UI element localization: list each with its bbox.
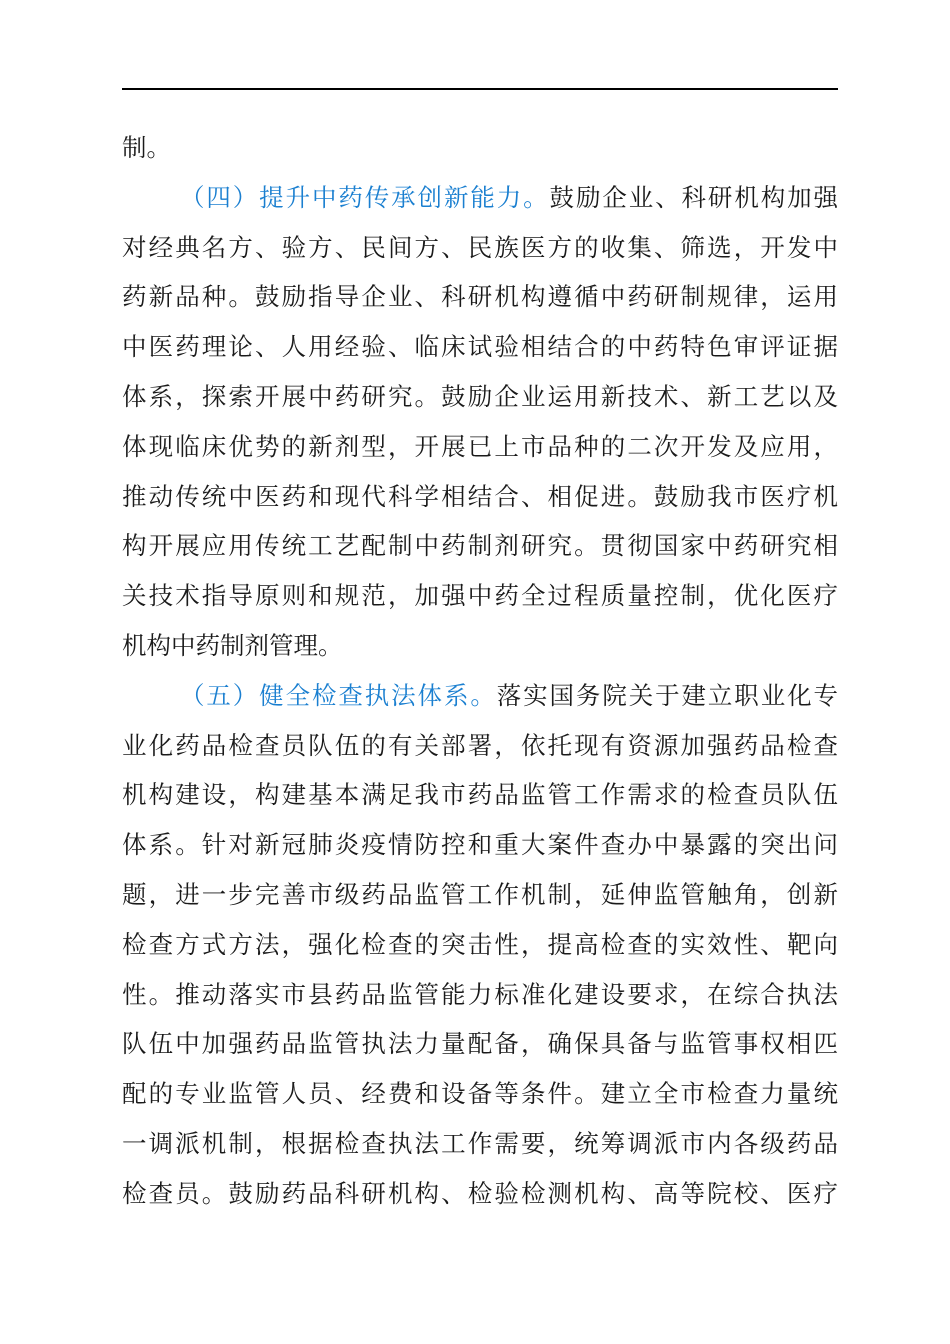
body-text: 落实国务院关于建立职业化专 bbox=[496, 680, 838, 710]
paragraph-4-first-line bbox=[122, 173, 838, 223]
paragraph-line: 检查方式方法，强化检查的突击性，提高检查的实效性、靶向 bbox=[122, 929, 838, 959]
paragraph-line: 对经典名方、验方、民间方、民族医方的收集、筛选，开发中 bbox=[122, 232, 838, 262]
paragraph-line: 构开展应用传统工艺配制中药制剂研究。贯彻国家中药研究相 bbox=[122, 531, 838, 561]
paragraph-line: 机构建设，构建基本满足我市药品监管工作需求的检查员队伍 bbox=[122, 780, 838, 810]
paragraph-line: 题，进一步完善市级药品监管工作机制，延伸监管触角，创新 bbox=[122, 879, 838, 909]
document-body bbox=[122, 123, 838, 1219]
paragraph-line: 体系，探索开展中药研究。鼓励企业运用新技术、新工艺以及 bbox=[122, 381, 838, 411]
body-text: 鼓励企业、科研机构加强 bbox=[549, 182, 838, 212]
paragraph-line: 体现临床优势的新剂型，开展已上市品种的二次开发及应用， bbox=[122, 431, 838, 461]
paragraph-5-first-line bbox=[122, 671, 838, 721]
paragraph-line: 推动传统中医药和现代科学相结合、相促进。鼓励我市医疗机 bbox=[122, 481, 838, 511]
header-rule bbox=[122, 88, 838, 90]
paragraph-line: 配的专业监管人员、经费和设备等条件。建立全市检查力量统 bbox=[122, 1079, 838, 1109]
paragraph-line: 检查员。鼓励药品科研机构、检验检测机构、高等院校、医疗 bbox=[122, 1178, 838, 1208]
paragraph-line: 关技术指导原则和规范，加强中药全过程质量控制，优化医疗 bbox=[122, 581, 838, 611]
paragraph-line: 体系。针对新冠肺炎疫情防控和重大案件查办中暴露的突出问 bbox=[122, 830, 838, 860]
paragraph-line: 性。推动落实市县药品监管能力标准化建设要求，在综合执法 bbox=[122, 979, 838, 1009]
paragraph-line: 队伍中加强药品监管执法力量配备，确保具备与监管事权相匹 bbox=[122, 1029, 838, 1059]
paragraph-line: 中医药理论、人用经验、临床试验相结合的中药特色审评证据 bbox=[122, 332, 838, 362]
paragraph-last-line: 机构中药制剂管理。 bbox=[122, 630, 343, 660]
section-heading-4: （四）提升中药传承创新能力。 bbox=[180, 182, 550, 212]
paragraph-line: 药新品种。鼓励指导企业、科研机构遵循中药研制规律，运用 bbox=[122, 282, 838, 312]
body-text: 制。 bbox=[122, 133, 171, 162]
paragraph-line: 业化药品检查员队伍的有关部署，依托现有资源加强药品检查 bbox=[122, 730, 838, 760]
paragraph-line: 一调派机制，根据检查执法工作需要，统筹调派市内各级药品 bbox=[122, 1128, 838, 1158]
section-heading-5: （五）健全检查执法体系。 bbox=[180, 680, 497, 710]
paragraph-3-line-1 bbox=[122, 123, 838, 173]
